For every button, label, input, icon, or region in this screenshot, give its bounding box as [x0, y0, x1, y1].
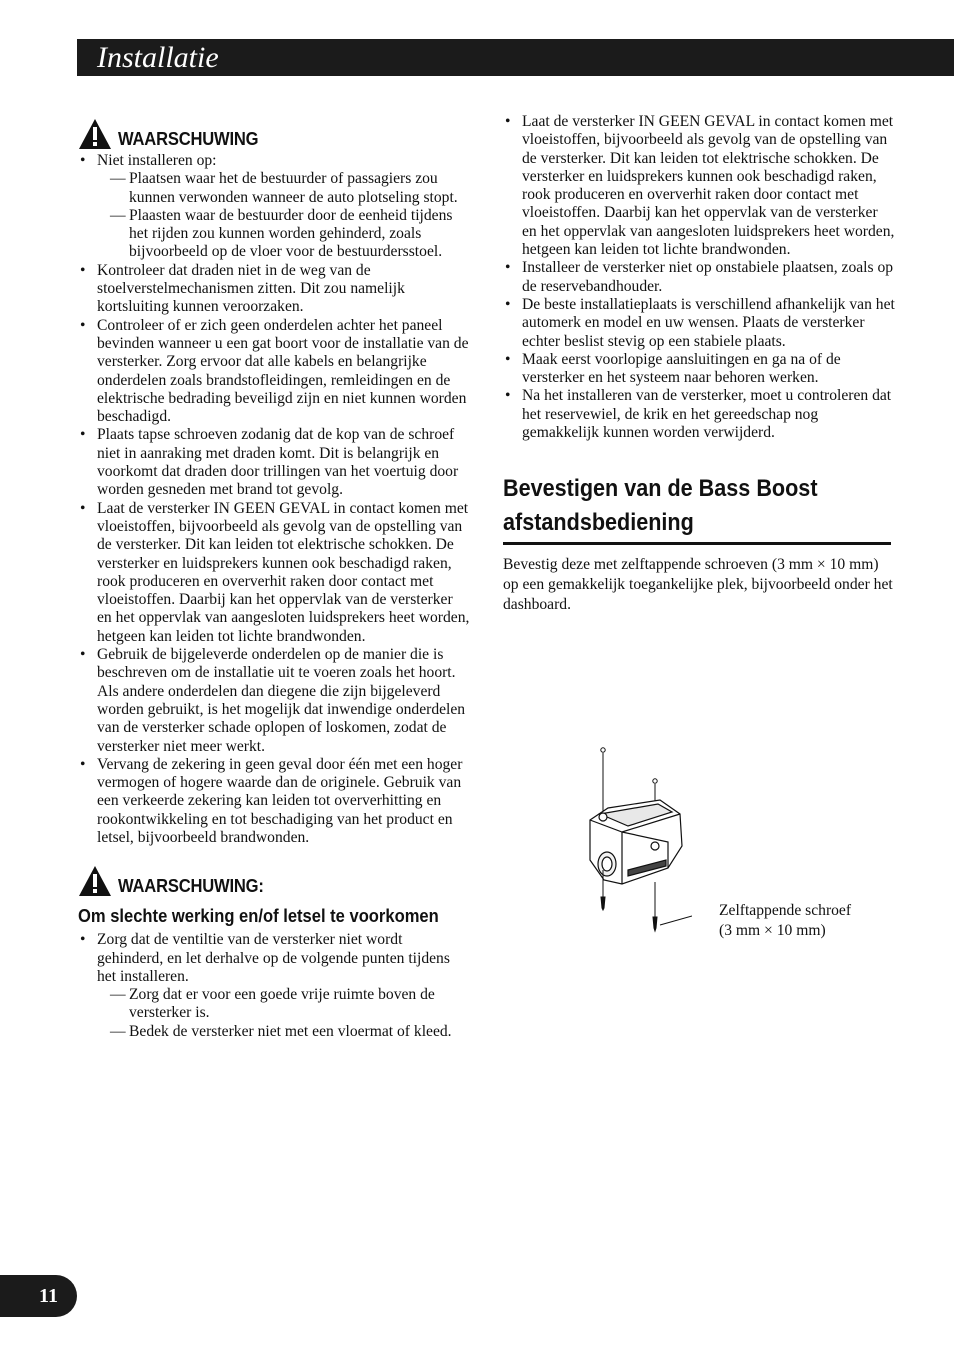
- screw-top-left: [601, 748, 605, 812]
- warning-label-1: WAARSCHUWING: [118, 129, 259, 149]
- sub-list-item: — Plaasten waar de bestuurder door de eenheid tijdens het rijden zou kunnen worden gehinderd, zoals bijvoorbeeld op de vloer voor de bestuurdersstoel.: [110, 207, 470, 262]
- list-item: [78, 152, 470, 262]
- screw-bottom-right: [653, 882, 657, 931]
- list-item: • Installeer de versterker niet op onstabiele plaatsen, zoals op de reservebandhouder.: [503, 259, 895, 296]
- warning-subtitle: Om slechte werking en/of letsel te voorkomen: [78, 906, 439, 927]
- warning-header-1: [78, 118, 470, 150]
- caption-line2: (3 mm × 10 mm): [719, 922, 826, 939]
- list-item: • Gebruik de bijgeleverde onderdelen op de manier die is beschreven om de installatie uit te voeren zoals het hoort. Als andere onderdelen dan diegene die zijn bijgeleverd worden gebruikt, is het mogelijk dat inwendige onderdelen van de versterker schade oplopen of loskomen, zodat de versterker niet meer werkt.: [78, 646, 470, 756]
- sub-list-item: — Plaatsen waar het de bestuurder of passagiers zou kunnen verwonden wanneer de auto plotseling stopt.: [110, 170, 470, 207]
- section-paragraph: Bevestig deze met zelftappende schroeven (3 mm × 10 mm) op een gemakkelijk toegankelijke plek, bijvoorbeeld onder het dashboard.: [503, 556, 893, 614]
- right-column: [503, 113, 895, 615]
- caption-line1: Zelftappende schroef: [719, 902, 852, 919]
- warning-label-2: WAARSCHUWING:: [118, 876, 264, 897]
- page-number: [0, 1275, 77, 1317]
- list-item: • Controleer of er zich geen onderdelen achter het paneel bevinden wanneer u een gat boort voor de installatie van de versterker. Zorg ervoor dat alle kabels en belangrijke onderdelen zoals brandstofleidingen, remleidingen en de elektrische bedrading beveiligd zijn en niet kunnen worden beschadigd.: [78, 317, 470, 427]
- warning-icon: [78, 118, 112, 150]
- sub-list-item: — Zorg dat er voor een goede vrije ruimte boven de versterker is.: [110, 986, 470, 1023]
- page-title: Installatie: [97, 41, 219, 74]
- leader-line: [660, 916, 692, 925]
- header-bar: [77, 39, 954, 76]
- sub-list: [97, 170, 470, 261]
- list-item: • Laat de versterker IN GEEN GEVAL in contact komen met vloeistoffen, bijvoorbeeld als gevolg van de opstelling van de versterker. Dit kan leiden tot elektrische schokken. De versterker en luidsprekers kunnen ook beschadigd raken, rook produceren en oververhit raken door contact met vloeistoffen. Daarbij kan het oppervlak van de versterker en het oppervlak van aangesloten luidsprekers heet worden, hetgeen kan leiden tot lichte brandwonden.: [78, 500, 470, 646]
- sub-list: [97, 986, 470, 1041]
- list-item: • De beste installatieplaats is verschillend afhankelijk van het automerk en model en uw wensen. Plaats de versterker echter beslist stevig op een stabiele plaats.: [503, 296, 895, 351]
- warning-list-1: [78, 152, 470, 847]
- page-number-text: 11: [39, 1285, 58, 1307]
- right-list: [503, 113, 895, 442]
- list-item-text: Zorg dat de ventiltie van de versterker niet wordt gehinderd, en let derhalve op de volgende punten tijdens het installeren.: [97, 931, 450, 985]
- section-title: [503, 472, 891, 545]
- list-item: • Maak eerst voorlopige aansluitingen en ga na of de versterker en het systeem naar behoren werken.: [503, 351, 895, 388]
- sub-list-item: — Bedek de versterker niet met een vloermat of kleed.: [110, 1023, 470, 1041]
- section-title-line2: afstandsbediening: [503, 509, 694, 537]
- figure-caption: [719, 901, 919, 941]
- list-item: • Na het installeren van de versterker, moet u controleren dat het reservewiel, de krik en het gereedschap nog gemakkelijk kunnen worden verwijderd.: [503, 387, 895, 442]
- warning-list-2: [78, 931, 470, 1041]
- warning-icon: [78, 865, 112, 897]
- list-item: [78, 931, 470, 1041]
- list-item: • Laat de versterker IN GEEN GEVAL in contact komen met vloeistoffen, bijvoorbeeld als gevolg van de opstelling van de versterker. Dit kan leiden tot elektrische schokken. De versterker en luidsprekers kunnen ook beschadigd raken, rook produceren en oververhit raken door contact met vloeistoffen. Daarbij kan het oppervlak van de versterker en het oppervlak van aangesloten luidsprekers heet worden, hetgeen kan leiden tot lichte brandwonden.: [503, 113, 895, 259]
- remote-control-illustration: [582, 742, 692, 942]
- list-item-text: Niet installeren op:: [97, 152, 217, 169]
- list-item: • Plaats tapse schroeven zodanig dat de kop van de schroef niet in aanraking met draden komt. Dit is belangrijk en voorkomt dat draden door trillingen van het voertuig door worden gesneden met brand tot gevolg.: [78, 426, 470, 499]
- remote-body: [590, 800, 682, 884]
- list-item: • Vervang de zekering in geen geval door één met een hoger vermogen of hogere waarde dan de originele. Gebruik van een verkeerde zekering kan leiden tot oververhitting en rookontwikkeling en tot beschadiging van het product en letsel, bijvoorbeeld brandwonden.: [78, 756, 470, 847]
- warning-header-2: [78, 865, 470, 897]
- section-title-line1: Bevestigen van de Bass Boost: [503, 475, 818, 503]
- left-column: [78, 118, 470, 1041]
- list-item: • Kontroleer dat draden niet in de weg van de stoelverstelmechanismen zitten. Dit zou namelijk kortsluiting kunnen veroorzaken.: [78, 262, 470, 317]
